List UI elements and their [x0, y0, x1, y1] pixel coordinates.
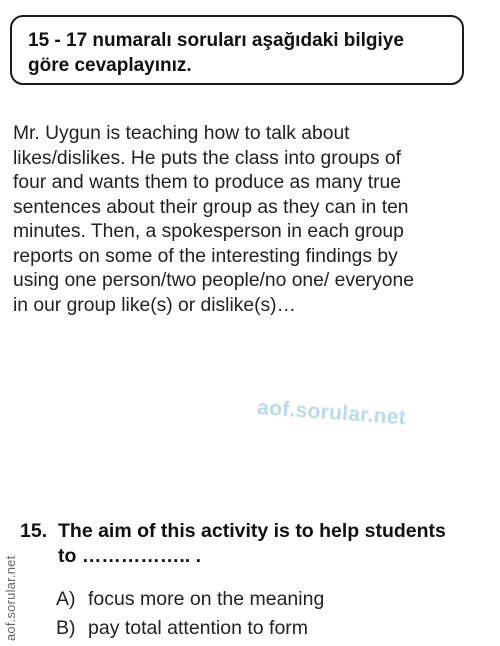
instruction-box [10, 15, 464, 85]
option-letter: B) [56, 617, 76, 639]
question-stem-line-1: The aim of this activity is to help students [58, 520, 446, 542]
reading-passage [13, 122, 459, 318]
instruction-line-1: 15 - 17 numaralı soruları aşağıdaki bilgiye [28, 30, 404, 51]
passage-line: reports on some of the interesting findings by [13, 245, 398, 267]
instruction-line-2: göre cevaplayınız. [28, 55, 192, 76]
watermark-side: aof.sorular.net [3, 555, 18, 641]
option-a[interactable] [56, 587, 324, 612]
option-b[interactable] [56, 616, 308, 641]
watermark-center: aof.sorular.net [256, 396, 407, 430]
passage-line: minutes. Then, a spokesperson in each group [13, 221, 404, 242]
option-text: pay total attention to form [88, 617, 309, 639]
passage-line: likes/dislikes. He puts the class into groups of [13, 147, 401, 169]
question-number: 15. [20, 520, 48, 542]
question-stem-line-2: to …………….. . [58, 545, 201, 567]
passage-line: in our group like(s) or dislike(s)… [13, 294, 296, 316]
passage-line: using one person/two people/no one/ everyone [13, 270, 414, 291]
question-15 [20, 519, 494, 569]
option-text: focus more on the meaning [88, 588, 325, 610]
passage-line: Mr. Uygun is teaching how to talk about [13, 123, 350, 144]
option-letter: A) [56, 588, 76, 610]
passage-line: four and wants them to produce as many true [13, 172, 401, 193]
passage-line: sentences about their group as they can in ten [13, 196, 409, 218]
